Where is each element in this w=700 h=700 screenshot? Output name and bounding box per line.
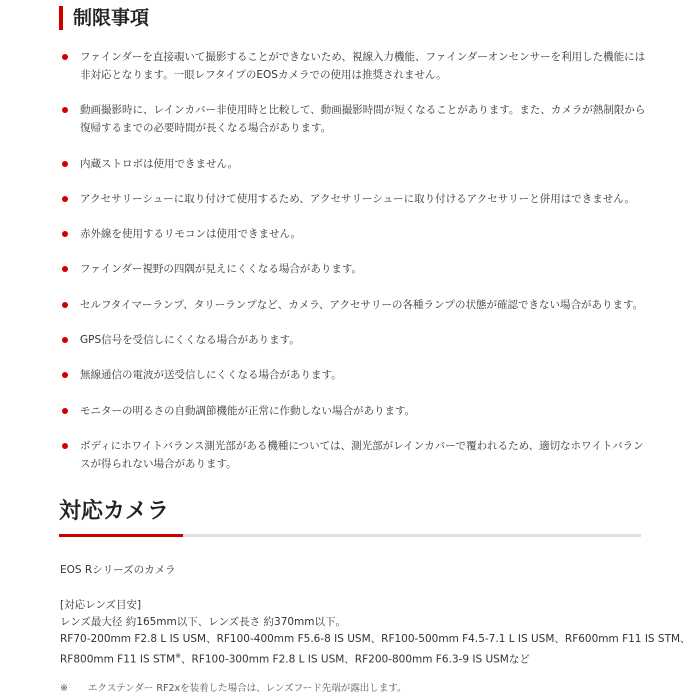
list-item-text: 赤外線を使用するリモコンは使用できません。: [80, 228, 302, 241]
compatible-camera-text: EOS Rシリーズのカメラ: [60, 564, 176, 576]
lens-size-text: レンズ最大径 約165mm以下、レンズ長さ 約370mm以下。: [60, 616, 347, 628]
bullet-icon: [62, 107, 68, 113]
bullet-icon: [62, 337, 68, 343]
list-item: [59, 366, 649, 384]
restrictions-list: [59, 48, 649, 490]
list-item-text: アクセサリーシューに取り付けて使用するため、アクセサリーシューに取り付けるアクセサリーと併用はできません。: [80, 192, 635, 205]
lens-list-line-2a: RF800mm F11 IS STM: [60, 653, 176, 666]
lens-list-line-2b: 、RF100-300mm F2.8 L IS USM、RF200-800mm F6.3-9 IS USMなど: [181, 653, 530, 666]
list-item-text: 動画撮影時に、レインカバー非使用時と比較して、動画撮影時間が短くなることがあります。また、カメラが熱制限から復帰するまでの必要時間が長くなる場合があります。: [80, 104, 646, 135]
list-item-text: 無線通信の電波が送受信しにくくなる場合があります。: [80, 369, 342, 382]
bullet-icon: [62, 196, 68, 202]
list-item: [59, 155, 649, 173]
lens-guide-heading: [対応レンズ目安]: [60, 599, 142, 611]
list-item: [59, 402, 649, 420]
restrictions-title: 制限事項: [59, 6, 149, 30]
list-item-text: セルフタイマーランプ、タリーランプなど、カメラ、アクセサリーの各種ランプの状態が確認できない場合があります。: [80, 298, 644, 311]
list-item-text: ファインダーを直接覗いて撮影することができないため、視線入力機能、ファインダーオンセンサーを利用した機能には非対応となります。一眼レフタイプのEOSカメラでの使用は推奨されません。: [80, 51, 646, 81]
footnote-mark: ※: [175, 652, 182, 660]
list-item: [59, 101, 649, 137]
compatible-camera-title: 対応カメラ: [59, 499, 170, 524]
list-item: [59, 225, 649, 243]
lens-list-line-2: [60, 648, 660, 669]
list-item-text: ファインダー視野の四隅が見えにくくなる場合があります。: [80, 263, 363, 276]
list-item-text: 内蔵ストロボは使用できません。: [80, 157, 239, 170]
bullet-icon: [62, 266, 68, 272]
list-item: [59, 437, 649, 473]
bullet-icon: [62, 408, 68, 414]
list-item-text: ボディにホワイトバランス測光部がある機種については、測光部がレインカバーで覆われるため、適切なホワイトバランスが得られない場合があります。: [80, 439, 644, 470]
bullet-icon: [62, 54, 68, 60]
list-item: [59, 331, 649, 349]
list-item: [59, 296, 649, 314]
bullet-icon: [62, 231, 68, 237]
bullet-icon: [62, 161, 68, 167]
bullet-icon: [62, 372, 68, 378]
list-item: [59, 190, 649, 208]
footnote: [60, 681, 660, 697]
footnote-mark: ※: [60, 683, 68, 694]
bullet-icon: [62, 302, 68, 308]
lens-list-line-1: RF70-200mm F2.8 L IS USM、RF100-400mm F5.6-8 IS USM、RF100-500mm F4.5-7.1 L IS USM、RF600mm F11 IS STM、: [60, 633, 691, 645]
list-item-text: GPS信号を受信しにくくなる場合があります。: [80, 334, 300, 347]
list-item-text: モニターの明るさの自動調節機能が正常に作動しない場合があります。: [80, 404, 416, 417]
title-divider-accent: [59, 534, 183, 537]
lens-guide: [60, 597, 691, 669]
list-item: [59, 48, 649, 84]
list-item: [59, 260, 649, 278]
footnote-text: エクステンダー RF2xを装着した場合は、レンズフード先端が露出します。: [88, 683, 407, 694]
bullet-icon: [62, 443, 68, 449]
